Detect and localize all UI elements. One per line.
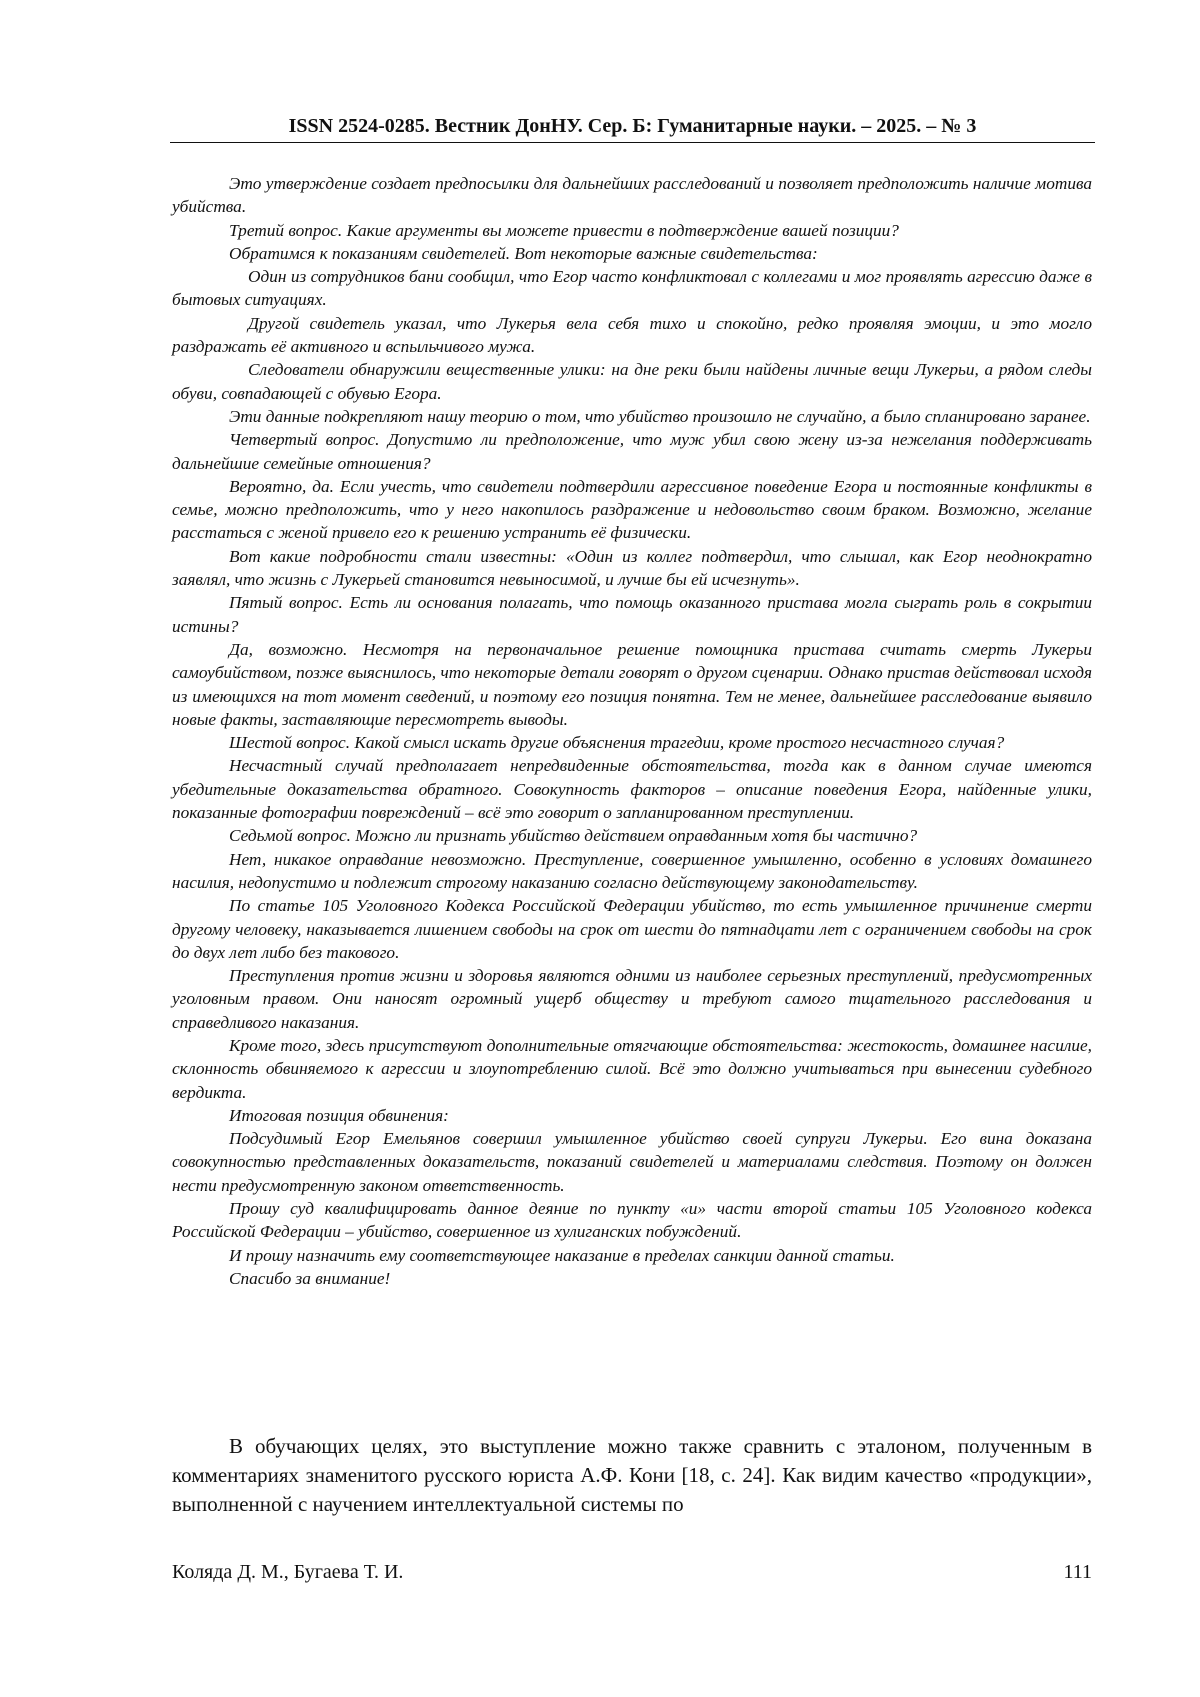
paragraph: Вероятно, да. Если учесть, что свидетели подтвердили агрессивное поведение Егора и постоянные конфликты в семье, можно предположить, что у него накопилось раздражение и недовольство своим браком. Возможно, желание расстаться с женой привело его к решению устранить её физически. [172,476,1092,543]
paragraph: По статье 105 Уголовного Кодекса Российской Федерации убийство, то есть умышленное причинение смерти другому человеку, наказывается лишением свободы на срок от шести до пятнадцати лет с ограничением свободы на срок до двух лет либо без такового. [172,896,1092,962]
paragraph: Пятый вопрос. Есть ли основания полагать, что помощь оказанного пристава могла сыграть роль в сокрытии истины? [172,593,1092,636]
paragraph: Вот какие подробности стали известны: «Один из коллег подтвердил, что слышал, как Егор неоднократно заявлял, что жизнь с Лукерьей становится невыносимой, и лучше бы ей исчезнуть». [172,546,1092,590]
paragraph: Эти данные подкрепляют нашу теорию о том, что убийство произошло не случайно, а было спланировано заранее. [229,406,1091,426]
paragraph: Прошу суд квалифицировать данное деяние по пункту «и» части второй статьи 105 Уголовного кодекса Российской Федерации – убийство, совершенное из хулиганских побуждений. [172,1199,1092,1242]
paragraph: Обратимся к показаниям свидетелей. Вот некоторые важные свидетельства: [229,243,818,263]
paragraph: Несчастный случай предполагает непредвиденные обстоятельства, тогда как в данном случае имеются убедительные доказательства обратного. Совокупность факторов – описание поведения Егора, найденные улики, показанные фотографии повреждений – всё это говорит о запланированном преступлении. [172,756,1092,823]
paragraph: Это утверждение создает предпосылки для дальнейших расследований и позволяет предположить наличие мотива убийства. [172,174,1092,217]
paragraph: И прошу назначить ему соответствующее наказание в пределах санкции данной статьи. [229,1245,895,1265]
paragraph: Один из сотрудников бани сообщил, что Егор часто конфликтовал с коллегами и мог проявлять агрессию даже в бытовых ситуациях. [172,267,1092,310]
paragraph: Седьмой вопрос. Можно ли признать убийство действием оправданным хотя бы частично? [229,826,918,846]
paragraph: Итоговая позиция обвинения: [229,1105,449,1125]
paragraph: Спасибо за внимание! [229,1268,391,1288]
paragraph: Подсудимый Егор Емельянов совершил умышленное убийство своей супруги Лукерьи. Его вина доказана совокупностью представленных доказательств, показаний свидетелей и материалами следствия. Поэтому он должен нести предусмотренную законом ответственность. [172,1129,1092,1195]
page-footer [172,1559,1092,1585]
paragraph: Преступления против жизни и здоровья являются одними из наиболее серьезных преступлений, предусмотренных уголовным правом. Они наносят огромный ущерб обществу и требуют самого тщательного расследования и справедливого наказания. [172,966,1092,1032]
paragraph: Другой свидетель указал, что Лукерья вела себя тихо и спокойно, редко проявляя эмоции, и это могло раздражать её активного и вспыльчивого мужа. [172,313,1092,357]
footer-authors: Коляда Д. М., Бугаева Т. И. [172,1561,404,1583]
main-paragraph: В обучающих целях, это выступление можно также сравнить с эталоном, полученным в комментариях знаменитого русского юриста А.Ф. Кони [18, с. 24]. Как видим качество «продукции», выполненной с научением интеллектуальной системы по [172,1434,1092,1516]
paragraph: Четвертый вопрос. Допустимо ли предположение, что муж убил свою жену из-за нежелания поддерживать дальнейшие семейные отношения? [172,430,1092,473]
paragraph: Шестой вопрос. Какой смысл искать другие объяснения трагедии, кроме простого несчастного случая? [229,733,1005,753]
paragraph: Следователи обнаружили вещественные улики: на дне реки были найдены личные вещи Лукерьи, а рядом следы обуви, совпадающей с обувью Егора. [172,360,1092,403]
paragraph: Да, возможно. Несмотря на первоначальное решение помощника пристава считать смерть Лукерьи самоубийством, позже выяснилось, что некоторые детали говорят о другом сценарии. Однако пристав действовал исходя из имеющихся на тот момент сведений, и поэтому его позиция понятна. Тем не менее, дальнейшее расследование выявило новые факты, заставляющие пересмотреть выводы. [172,639,1092,729]
journal-header: ISSN 2524-0285. Вестник ДонНУ. Сер. Б: Гуманитарные науки. – 2025. – № 3 [170,113,1095,143]
paragraph: Кроме того, здесь присутствуют дополнительные отягчающие обстоятельства: жестокость, домашнее насилие, склонность обвиняемого к агрессии и злоупотреблению силой. Всё это должно учитываться при вынесении судебного вердикта. [172,1035,1092,1102]
italic-speech-block [172,172,1092,1290]
main-text-block [172,1432,1092,1519]
paragraph: Третий вопрос. Какие аргументы вы можете привести в подтверждение вашей позиции? [229,220,899,240]
page-number: 111 [1063,1561,1092,1583]
paragraph: Нет, никакое оправдание невозможно. Преступление, совершенное умышленно, особенно в условиях домашнего насилия, недопустимо и подлежит строгому наказанию согласно действующему законодательству. [172,849,1092,892]
